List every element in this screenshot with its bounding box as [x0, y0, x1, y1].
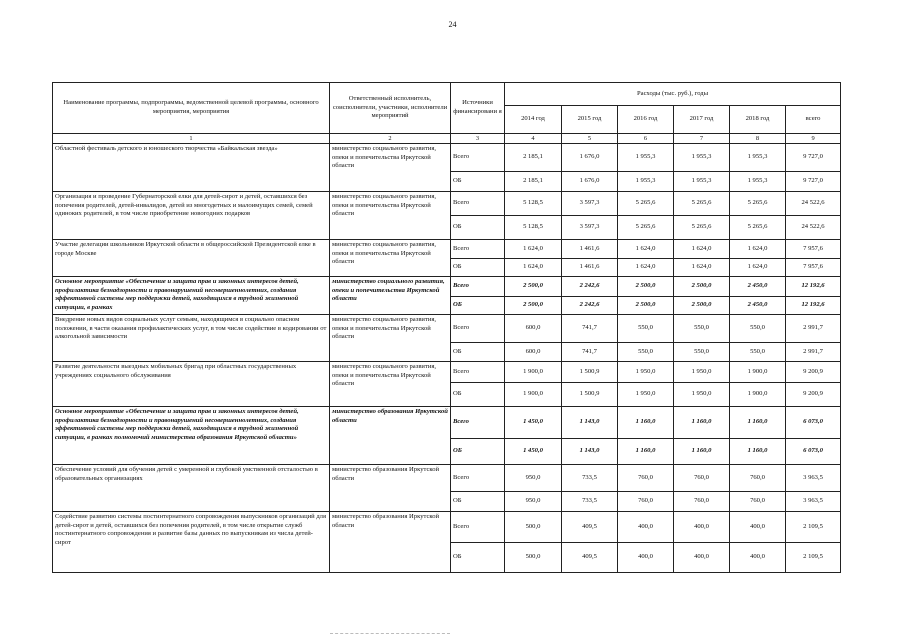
year-value: 1 955,3: [618, 172, 674, 192]
column-number: 5: [562, 134, 618, 144]
total-value: 6 073,0: [786, 407, 841, 439]
total-value: 9 200,9: [786, 383, 841, 407]
executor: министерство образования Иркутской области: [330, 407, 451, 465]
year-value: 2 500,0: [505, 297, 562, 315]
column-number: 2: [330, 134, 451, 144]
year-value: 2 450,0: [730, 277, 786, 297]
year-value: 1 160,0: [730, 439, 786, 465]
year-value: 550,0: [730, 315, 786, 343]
year-value: 409,5: [562, 543, 618, 573]
year-value: 2 500,0: [674, 297, 730, 315]
header-source: Источники финансировани я: [451, 83, 505, 134]
year-value: 1 950,0: [618, 362, 674, 383]
year-value: 1 900,0: [730, 383, 786, 407]
year-value: 1 900,0: [730, 362, 786, 383]
column-number: 8: [730, 134, 786, 144]
table-row: [53, 465, 841, 492]
year-value: 1 624,0: [674, 240, 730, 259]
year-value: 600,0: [505, 343, 562, 362]
activity-name: Основное мероприятие «Обеспечение и защита прав и законных интересов детей, профилактика безнадзорности и правонарушений несовершеннолетних, создания эффективной системы мер поддержки детей, находящихся в трудной жизненной ситуации, в рамках полномочий министерства образования Иркутской области»: [53, 407, 330, 465]
executor: министерство социального развития, опеки и попечительства Иркутской области: [330, 240, 451, 277]
year-value: 733,5: [562, 465, 618, 492]
header-executor: Ответственный исполнитель, соисполнители, участники, исполнители мероприятий: [330, 83, 451, 134]
year-value: 1 461,6: [562, 259, 618, 277]
year-value: 5 265,6: [730, 216, 786, 240]
funding-source: Всего: [451, 407, 505, 439]
total-value: 7 957,6: [786, 240, 841, 259]
year-value: 550,0: [618, 343, 674, 362]
total-value: 3 963,5: [786, 492, 841, 512]
column-number: 1: [53, 134, 330, 144]
year-value: 5 265,6: [618, 192, 674, 216]
year-value: 760,0: [618, 465, 674, 492]
funding-source: ОБ: [451, 297, 505, 315]
funding-source: ОБ: [451, 216, 505, 240]
year-value: 950,0: [505, 465, 562, 492]
activity-name: Областной фестиваль детского и юношеского творчества «Байкальская звезда»: [53, 144, 330, 192]
year-value: 1 676,0: [562, 144, 618, 172]
year-value: 3 597,3: [562, 192, 618, 216]
year-value: 2 185,1: [505, 172, 562, 192]
year-value: 1 624,0: [674, 259, 730, 277]
year-value: 1 955,3: [730, 144, 786, 172]
year-value: 400,0: [618, 543, 674, 573]
header-row: [53, 83, 841, 106]
year-value: 409,5: [562, 512, 618, 543]
year-value: 2 242,6: [562, 297, 618, 315]
year-value: 5 128,5: [505, 216, 562, 240]
table-row: [53, 192, 841, 216]
year-value: 1 676,0: [562, 172, 618, 192]
year-value: 1 160,0: [674, 439, 730, 465]
year-value: 733,5: [562, 492, 618, 512]
total-value: 2 109,5: [786, 512, 841, 543]
funding-source: Всего: [451, 362, 505, 383]
activity-name: Организация и проведение Губернаторской елки для детей-сирот и детей, оставшихся без попечения родителей, детей-инвалидов, детей из многодетных и малоимущих семей, семей одиноких родителей, в том числе приобретение новогодних подарков: [53, 192, 330, 240]
year-value: 550,0: [730, 343, 786, 362]
header-name: Наименование программы, подпрограммы, ведомственной целевой программы, основного мероприятия, мероприятия: [53, 83, 330, 134]
header-year: 2014 год: [505, 106, 562, 134]
year-value: 1 450,0: [505, 407, 562, 439]
funding-source: ОБ: [451, 439, 505, 465]
funding-source: Всего: [451, 315, 505, 343]
year-value: 1 955,3: [730, 172, 786, 192]
column-number: 4: [505, 134, 562, 144]
year-value: 5 265,6: [618, 216, 674, 240]
year-value: 1 160,0: [618, 407, 674, 439]
year-value: 3 597,3: [562, 216, 618, 240]
year-value: 741,7: [562, 315, 618, 343]
table-row: [53, 512, 841, 543]
year-value: 1 950,0: [674, 362, 730, 383]
column-number: 3: [451, 134, 505, 144]
year-value: 1 624,0: [505, 240, 562, 259]
year-value: 2 450,0: [730, 297, 786, 315]
table-row: [53, 407, 841, 439]
total-value: 9 727,0: [786, 144, 841, 172]
funding-source: ОБ: [451, 492, 505, 512]
year-value: 760,0: [674, 492, 730, 512]
year-value: 2 500,0: [618, 277, 674, 297]
column-numbers-row: [53, 134, 841, 144]
executor: министерство образования Иркутской области: [330, 465, 451, 512]
activity-name: Развитие деятельности выездных мобильных бригад при областных государственных учреждениях социального обслуживания: [53, 362, 330, 407]
funding-source: ОБ: [451, 383, 505, 407]
total-value: 9 727,0: [786, 172, 841, 192]
year-value: 1 160,0: [730, 407, 786, 439]
funding-source: ОБ: [451, 172, 505, 192]
funding-source: Всего: [451, 144, 505, 172]
year-value: 1 500,9: [562, 362, 618, 383]
year-value: 1 160,0: [618, 439, 674, 465]
total-value: 12 192,6: [786, 277, 841, 297]
funding-source: Всего: [451, 240, 505, 259]
year-value: 760,0: [730, 465, 786, 492]
year-value: 760,0: [618, 492, 674, 512]
table-row: [53, 240, 841, 259]
year-value: 600,0: [505, 315, 562, 343]
total-value: 3 963,5: [786, 465, 841, 492]
year-value: 1 955,3: [618, 144, 674, 172]
year-value: 5 265,6: [674, 216, 730, 240]
year-value: 550,0: [674, 343, 730, 362]
funding-source: ОБ: [451, 343, 505, 362]
executor: министерство социального развития, опеки и попечительства Иркутской области: [330, 277, 451, 315]
year-value: 500,0: [505, 512, 562, 543]
activity-name: Содействие развитию системы постинтернатного сопровождения выпускников организаций для детей-сирот и детей, оставшихся без попечения родителей, в том числе открытие служб постинтернатного сопровождения и развитие базы данных по выпускникам из числа детей-сирот: [53, 512, 330, 573]
year-value: 400,0: [674, 543, 730, 573]
funding-source: Всего: [451, 277, 505, 297]
header-year: 2015 год: [562, 106, 618, 134]
year-value: 950,0: [505, 492, 562, 512]
total-value: 12 192,6: [786, 297, 841, 315]
year-value: 400,0: [674, 512, 730, 543]
funding-source: ОБ: [451, 259, 505, 277]
executor: министерство социального развития, опеки и попечительства Иркутской области: [330, 144, 451, 192]
year-value: 550,0: [618, 315, 674, 343]
executor: министерство социального развития, опеки и попечительства Иркутской области: [330, 192, 451, 240]
year-value: 400,0: [730, 512, 786, 543]
funding-source: ОБ: [451, 543, 505, 573]
activity-name: Внедрение новых видов социальных услуг семьям, находящимся в социально опасном положении, в части оказания профилактических услуг, в том числе содействие в кодировании от алкогольной зависимости: [53, 315, 330, 362]
total-value: 6 073,0: [786, 439, 841, 465]
column-number: 7: [674, 134, 730, 144]
header-year: 2017 год: [674, 106, 730, 134]
year-value: 400,0: [730, 543, 786, 573]
year-value: 1 624,0: [505, 259, 562, 277]
year-value: 1 950,0: [618, 383, 674, 407]
funding-source: Всего: [451, 465, 505, 492]
year-value: 741,7: [562, 343, 618, 362]
page-number: 24: [448, 20, 457, 29]
executor: министерство социального развития, опеки и попечительства Иркутской области: [330, 362, 451, 407]
table-row: [53, 315, 841, 343]
funding-source: Всего: [451, 192, 505, 216]
executor: министерство социального развития, опеки и попечительства Иркутской области: [330, 315, 451, 362]
year-value: 1 160,0: [674, 407, 730, 439]
year-value: 2 242,6: [562, 277, 618, 297]
total-value: 2 991,7: [786, 343, 841, 362]
activity-name: Обеспечение условий для обучения детей с умеренной и глубокой умственной отсталостью в образовательных организациях: [53, 465, 330, 512]
year-value: 760,0: [674, 465, 730, 492]
year-value: 1 143,0: [562, 407, 618, 439]
total-value: 2 991,7: [786, 315, 841, 343]
year-value: 1 624,0: [618, 240, 674, 259]
year-value: 2 185,1: [505, 144, 562, 172]
year-value: 1 624,0: [730, 259, 786, 277]
year-value: 1 955,3: [674, 144, 730, 172]
header-expenses: Расходы (тыс. руб.), годы: [505, 83, 841, 106]
activity-name: Участие делегации школьников Иркутской области в общероссийской Президентской елке в городе Москве: [53, 240, 330, 277]
total-value: 24 522,6: [786, 216, 841, 240]
column-number: 6: [618, 134, 674, 144]
total-value: 2 109,5: [786, 543, 841, 573]
year-value: 5 265,6: [674, 192, 730, 216]
year-value: 2 500,0: [505, 277, 562, 297]
year-value: 1 624,0: [618, 259, 674, 277]
year-value: 400,0: [618, 512, 674, 543]
activity-name: Основное мероприятие «Обеспечение и защита прав и законных интересов детей, профилактика безнадзорности и правонарушений несовершеннолетних, создания эффективной системы мер поддержки детей, находящихся в трудной жизненной ситуации, в рамках: [53, 277, 330, 315]
total-value: 9 200,9: [786, 362, 841, 383]
year-value: 2 500,0: [618, 297, 674, 315]
total-value: 24 522,6: [786, 192, 841, 216]
year-value: 1 955,3: [674, 172, 730, 192]
year-value: 1 461,6: [562, 240, 618, 259]
table-row: [53, 277, 841, 297]
year-value: 500,0: [505, 543, 562, 573]
header-total: всего: [786, 106, 841, 134]
year-value: 1 143,0: [562, 439, 618, 465]
year-value: 760,0: [730, 492, 786, 512]
year-value: 550,0: [674, 315, 730, 343]
header-year: 2016 год: [618, 106, 674, 134]
year-value: 1 900,0: [505, 362, 562, 383]
total-value: 7 957,6: [786, 259, 841, 277]
year-value: 5 128,5: [505, 192, 562, 216]
year-value: 2 500,0: [674, 277, 730, 297]
executor: министерство образования Иркутской области: [330, 512, 451, 573]
year-value: 1 450,0: [505, 439, 562, 465]
column-number: 9: [786, 134, 841, 144]
year-value: 1 900,0: [505, 383, 562, 407]
funding-source: Всего: [451, 512, 505, 543]
table-row: [53, 362, 841, 383]
page-bottom-divider: [330, 633, 450, 634]
header-year: 2018 год: [730, 106, 786, 134]
year-value: 1 950,0: [674, 383, 730, 407]
year-value: 1 500,9: [562, 383, 618, 407]
year-value: 5 265,6: [730, 192, 786, 216]
expenses-table: [52, 82, 841, 573]
year-value: 1 624,0: [730, 240, 786, 259]
table-row: [53, 144, 841, 172]
